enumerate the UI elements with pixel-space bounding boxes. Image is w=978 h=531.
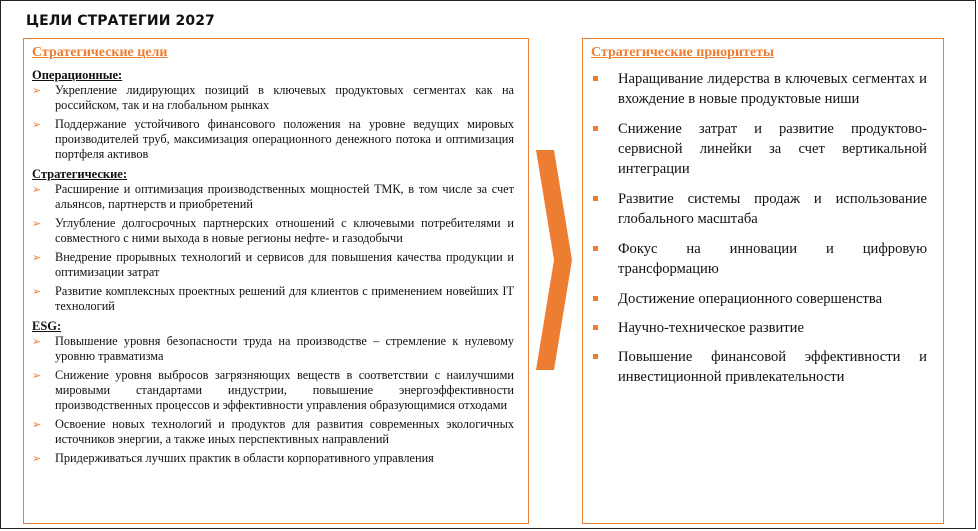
arrow-bullet-icon: ➢: [32, 452, 42, 465]
list-item: Фокус на инновации и цифровую трансформацию: [591, 239, 927, 279]
strategic-goals-panel: [23, 38, 529, 524]
arrow-bullet-icon: ➢: [32, 183, 42, 196]
list-item: Повышение финансовой эффективности и инвестиционной привлекательности: [591, 347, 927, 387]
arrow-bullet-icon: ➢: [32, 217, 42, 230]
arrow-bullet-icon: ➢: [32, 335, 42, 348]
strategic-priorities-panel: [582, 38, 944, 524]
square-bullet-icon: [593, 354, 598, 359]
list-item: ➢ Внедрение прорывных технологий и сервисов для повышения качества продукции и оптимизации затрат: [32, 250, 514, 279]
strategic-list: [32, 182, 514, 314]
esg-heading: ESG:: [32, 319, 62, 333]
list-item: Достижение операционного совершенства: [591, 289, 927, 309]
strategic-heading: Стратегические:: [32, 167, 128, 181]
square-bullet-icon: [593, 246, 598, 251]
list-item: ➢ Повышение уровня безопасности труда на производстве – стремление к нулевому уровню травматизма: [32, 334, 514, 363]
square-bullet-icon: [593, 126, 598, 131]
list-item: Развитие системы продаж и использование глобального масштаба: [591, 189, 927, 229]
list-item: ➢ Развитие комплексных проектных решений для клиентов с применением новейших IT технологий: [32, 284, 514, 313]
priorities-list: [591, 69, 927, 387]
chevron-right-icon: [534, 150, 574, 370]
arrow-bullet-icon: ➢: [32, 285, 42, 298]
strategic-goals-heading: Стратегические цели: [32, 45, 168, 60]
list-item: ➢ Освоение новых технологий и продуктов для развития современных экологичных источников энергии, а также иных перспективных направлений: [32, 417, 514, 446]
list-item: ➢ Расширение и оптимизация производственных мощностей ТМК, в том числе за счет альянсов, партнерств и приобретений: [32, 182, 514, 211]
square-bullet-icon: [593, 325, 598, 330]
square-bullet-icon: [593, 296, 598, 301]
square-bullet-icon: [593, 76, 598, 81]
arrow-bullet-icon: ➢: [32, 118, 42, 131]
operational-list: [32, 83, 514, 162]
arrow-bullet-icon: ➢: [32, 418, 42, 431]
list-item: ➢ Поддержание устойчивого финансового положения на уровне ведущих мировых производителей труб, максимизация операционного денежного потока и оптимизация портфеля активов: [32, 117, 514, 161]
arrow-bullet-icon: ➢: [32, 369, 42, 382]
list-item: ➢ Укрепление лидирующих позиций в ключевых продуктовых сегментах как на российском, так и на глобальном рынках: [32, 83, 514, 112]
square-bullet-icon: [593, 196, 598, 201]
list-item: Научно-техническое развитие: [591, 318, 927, 338]
slide-title: ЦЕЛИ СТРАТЕГИИ 2027: [26, 13, 215, 29]
list-item: ➢ Придерживаться лучших практик в области корпоративного управления: [32, 451, 434, 465]
arrow-bullet-icon: ➢: [32, 84, 42, 97]
list-item: ➢ Снижение уровня выбросов загрязняющих веществ в соответствии с наилучшими мировыми стандартами индустрии, повышение энергоэффективности производственных процессов и эффективности управления образующимися отходами: [32, 368, 514, 412]
operational-heading: Операционные:: [32, 68, 123, 82]
esg-list: [32, 334, 514, 466]
list-item: Наращивание лидерства в ключевых сегментах и вхождение в новые продуктовые ниши: [591, 69, 927, 109]
list-item: ➢ Углубление долгосрочных партнерских отношений с ключевыми потребителями и совместного с ними выхода в новые регионы нефте- и газодобычи: [32, 216, 514, 245]
strategic-priorities-heading: Стратегические приоритеты: [591, 45, 774, 60]
list-item: Снижение затрат и развитие продуктово-сервисной линейки за счет вертикальной интеграции: [591, 119, 927, 179]
arrow-bullet-icon: ➢: [32, 251, 42, 264]
